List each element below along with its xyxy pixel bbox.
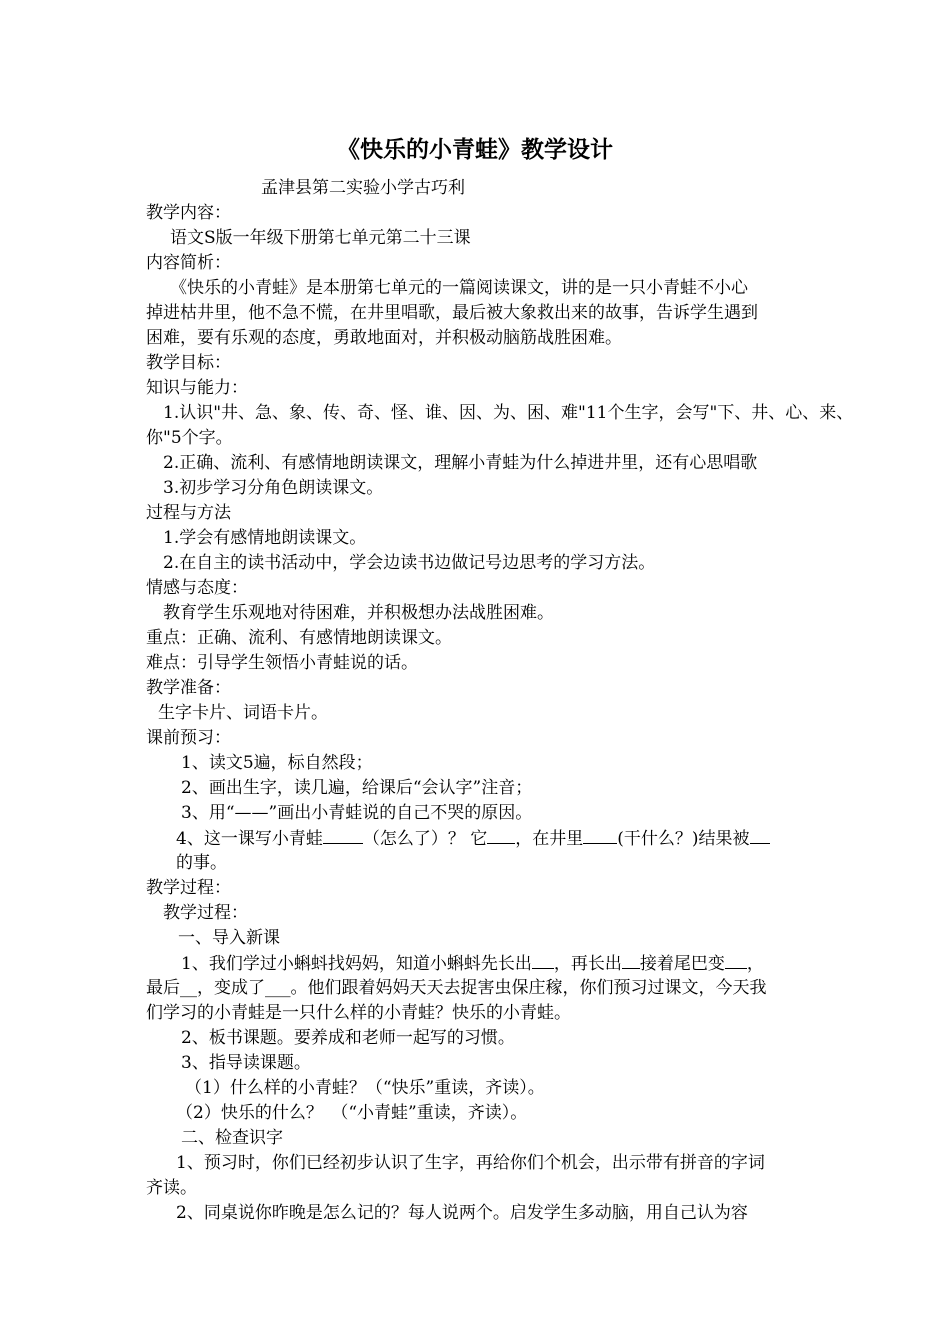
text-line: 教学过程： xyxy=(163,903,248,923)
preview-item-4-part: (干什么？)结果被 xyxy=(617,829,750,849)
fill-blank xyxy=(750,826,770,844)
text-line: 教学目标： xyxy=(146,353,231,373)
text-line: 1、预习时，你们已经初步认识了生字，再给你们个机会，出示带有拼音的字词 xyxy=(176,1153,765,1173)
text-line: 掉进枯井里，他不急不慌，在井里唱歌，最后被大象救出来的故事，告诉学生遇到 xyxy=(146,303,758,323)
lead-in-item-1-part: ，再长出 xyxy=(553,954,622,974)
text-line: 2.正确、流利、有感情地朗读课文，理解小青蛙为什么掉进井里，还有心思唱歌 xyxy=(163,453,758,473)
text-line: 语文S版一年级下册第七单元第二十三课 xyxy=(170,228,471,248)
lead-in-item-1-part: 1、我们学过小蝌蚪找妈妈，知道小蝌蚪先长出 xyxy=(181,954,532,974)
author-line: 孟津县第二实验小学古巧利 xyxy=(261,178,465,198)
text-line: 2、画出生字，读几遍，给课后“会认字”注音； xyxy=(181,778,533,798)
text-line: 难点：引导学生领悟小青蛙说的话。 xyxy=(146,653,418,673)
fill-blank xyxy=(487,826,515,844)
text-line: 教学准备： xyxy=(146,678,231,698)
text-line: 3、用“——”画出小青蛙说的自己不哭的原因。 xyxy=(181,803,533,823)
fill-blank xyxy=(622,951,640,969)
text-line: 们学习的小青蛙是一只什么样的小青蛙？快乐的小青蛙。 xyxy=(146,1003,571,1023)
preview-item-4-part: （怎么了）？ 它 xyxy=(362,829,488,849)
text-line: 1、读文5遍，标自然段； xyxy=(181,753,373,773)
preview-item-4-part: ，在井里 xyxy=(515,829,584,849)
text-line: 二、检查识字 xyxy=(181,1128,283,1148)
lead-in-item-1 xyxy=(181,951,764,976)
text-line: 1.学会有感情地朗读课文。 xyxy=(163,528,367,548)
text-line: 教学内容： xyxy=(146,203,231,223)
text-line: 最后__，变成了___。他们跟着妈妈天天去捉害虫保庄稼，你们预习过课文，今天我 xyxy=(146,978,767,998)
lead-in-item-1-part: ， xyxy=(746,954,764,974)
text-line: 的事。 xyxy=(176,853,227,873)
text-line: （2）快乐的什么？ （“小青蛙”重读，齐读）。 xyxy=(176,1103,528,1123)
preview-item-4-part: 4、这一课写小青蛙 xyxy=(176,829,323,849)
preview-item-4 xyxy=(176,826,770,851)
text-line: 3、指导读课题。 xyxy=(181,1053,311,1073)
text-line: 内容简析： xyxy=(146,253,231,273)
text-line: 3.初步学习分角色朗读课文。 xyxy=(163,478,384,498)
document-title: 《快乐的小青蛙》教学设计 xyxy=(337,137,613,163)
text-line: 2、板书课题。要养成和老师一起写的习惯。 xyxy=(181,1028,515,1048)
text-line: 情感与态度： xyxy=(146,578,248,598)
text-line: 过程与方法 xyxy=(146,503,231,523)
text-line: 2、同桌说你昨晚是怎么记的？每人说两个。启发学生多动脑，用自己认为容 xyxy=(176,1203,748,1223)
fill-blank xyxy=(583,826,617,844)
text-line: 你"5个字。 xyxy=(146,428,233,448)
text-line: 教育学生乐观地对待困难，并积极想办法战胜困难。 xyxy=(163,603,554,623)
fill-blank xyxy=(323,826,363,844)
text-line: （1）什么样的小青蛙？（“快乐”重读，齐读）。 xyxy=(185,1078,545,1098)
text-line: 一、导入新课 xyxy=(178,928,280,948)
text-line: 重点：正确、流利、有感情地朗读课文。 xyxy=(146,628,452,648)
text-line: 2.在自主的读书活动中，学会边读书边做记号边思考的学习方法。 xyxy=(163,553,656,573)
text-line: 生字卡片、词语卡片。 xyxy=(158,703,328,723)
text-line: 困难，要有乐观的态度，勇敢地面对，并积极动脑筋战胜困难。 xyxy=(146,328,622,348)
fill-blank xyxy=(532,951,554,969)
text-line: 齐读。 xyxy=(146,1178,197,1198)
lead-in-item-1-part: 接着尾巴变 xyxy=(639,954,725,974)
text-line: 1.认识"井、急、象、传、奇、怪、谁、因、为、困、难"11个生字，会写"下、井、心、来、 xyxy=(163,403,854,423)
text-line: 《快乐的小青蛙》是本册第七单元的一篇阅读课文，讲的是一只小青蛙不小心 xyxy=(170,278,748,298)
fill-blank xyxy=(725,951,747,969)
text-line: 课前预习： xyxy=(146,728,231,748)
text-line: 知识与能力： xyxy=(146,378,248,398)
text-line: 教学过程： xyxy=(146,878,231,898)
